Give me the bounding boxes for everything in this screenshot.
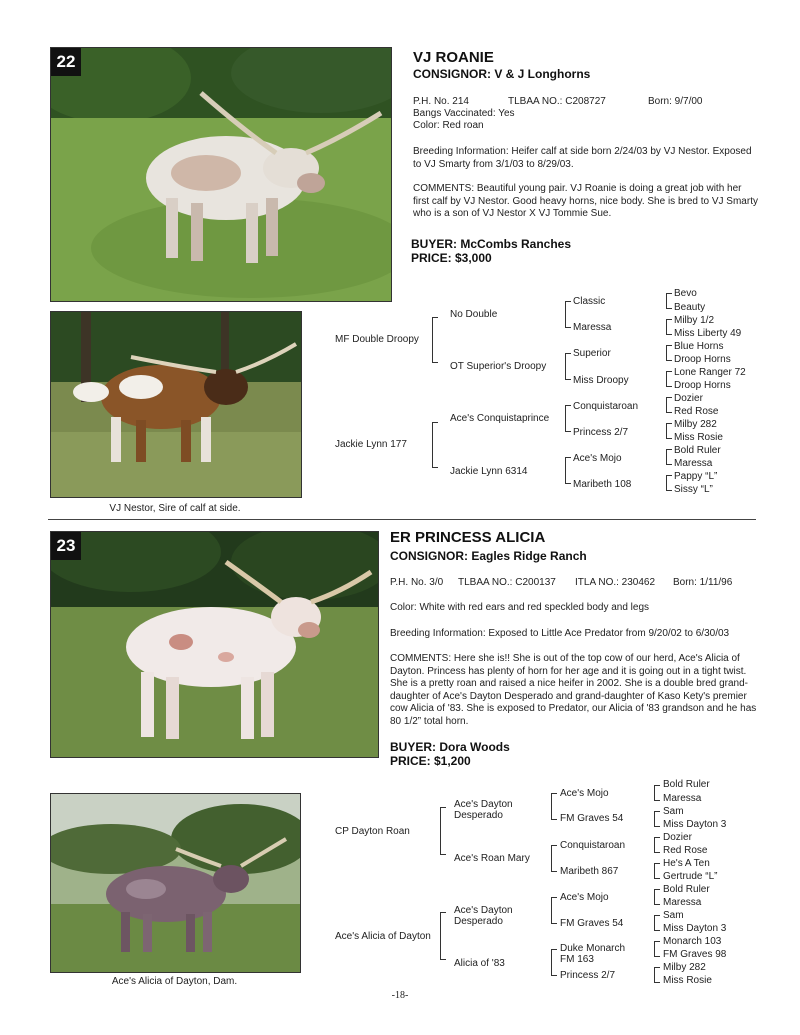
pedigree-dam: Jackie Lynn 177	[335, 439, 407, 450]
pedigree-gen4: Dozier	[674, 393, 703, 404]
lot-23-tlbaa-no: TLBAA NO.: C200137	[458, 577, 556, 588]
pedigree-gen2: Ace's Conquistaprince	[450, 413, 550, 424]
pedigree-gen3: Duke Monarch FM 163	[560, 943, 626, 965]
lot-23-photo-caption: Ace's Alicia of Dayton, Dam.	[111, 976, 238, 987]
lot-22-sire-photo	[50, 311, 302, 498]
pedigree-gen4: Miss Liberty 49	[674, 328, 742, 339]
pedigree-gen2: Ace's Roan Mary	[454, 853, 530, 864]
pedigree-gen3: Ace's Mojo	[560, 788, 609, 799]
lot-number-badge: 22	[51, 48, 81, 76]
lot-22-main-photo	[50, 47, 392, 302]
pedigree-gen4: Maressa	[674, 458, 713, 469]
lot-23-price: PRICE: $1,200	[390, 754, 471, 768]
pedigree-gen4: Dozier	[663, 832, 692, 843]
pedigree-gen4: Miss Dayton 3	[663, 819, 727, 830]
pedigree-gen2: No Double	[450, 309, 498, 320]
pedigree-gen3: Ace's Mojo	[573, 453, 622, 464]
pedigree-gen4: Maressa	[663, 793, 702, 804]
pedigree-gen4: Bevo	[674, 288, 697, 299]
lot-23-buyer: BUYER: Dora Woods	[390, 740, 510, 754]
pedigree-gen4: Maressa	[663, 897, 702, 908]
pedigree-gen4: Sam	[663, 806, 684, 817]
lot-22-bangs: Bangs Vaccinated: Yes	[413, 108, 515, 119]
lot-23-ph-no: P.H. No. 3/0	[390, 577, 444, 588]
pedigree-gen3: Ace's Mojo	[560, 892, 609, 903]
lot-22-born: Born: 9/7/00	[648, 96, 703, 107]
pedigree-gen4: Pappy “L”	[674, 471, 718, 482]
pedigree-sire: MF Double Droopy	[335, 334, 419, 345]
pedigree-gen4: Bold Ruler	[674, 445, 721, 456]
lot-22-consignor: CONSIGNOR: V & J Longhorns	[413, 67, 591, 81]
lot-23-comments: COMMENTS: Here she is!! She is out of the top cow of our herd, Ace's Alicia of Dayton. Princess has plenty of horn for her age and it is going out in a tight twist. She is a pretty roan and raised a nice heifer in 2002. She is a double bred grand-daughter of Ace's Dayton Desperado and grand-daughter of Kaso Kety's premier cow Alicia of '83. She is exposed to Predator, our Alicia of '83 grandson and he has 80 1/2” total horn.	[390, 653, 757, 727]
pedigree-sire: CP Dayton Roan	[335, 826, 410, 837]
pedigree-gen4: Miss Dayton 3	[663, 923, 727, 934]
pedigree-gen2: Alicia of '83	[454, 958, 505, 969]
lot-23-color: Color: White with red ears and red speckled body and legs	[390, 602, 650, 613]
pedigree-gen4: Milby 282	[663, 962, 706, 973]
pedigree-gen4: Droop Horns	[674, 354, 731, 365]
pedigree-gen4: Lone Ranger 72	[674, 367, 746, 378]
lot-23-name: ER PRINCESS ALICIA	[390, 529, 546, 546]
pedigree-gen3: Maressa	[573, 322, 612, 333]
pedigree-gen3: Maribeth 108	[573, 479, 632, 490]
lot-22-ph-no: P.H. No. 214	[413, 96, 469, 107]
pedigree-gen3: Classic	[573, 296, 606, 307]
lot-22-name: VJ ROANIE	[413, 49, 494, 66]
pedigree-dam: Ace's Alicia of Dayton	[335, 931, 431, 942]
pedigree-gen3: Conquistaroan	[573, 401, 639, 412]
lot-22-photo-caption: VJ Nestor, Sire of calf at side.	[109, 503, 241, 514]
pedigree-gen4: Red Rose	[663, 845, 708, 856]
pedigree-gen4: Bold Ruler	[663, 779, 710, 790]
lot-23-dam-photo	[50, 793, 301, 973]
lot-23-itla-no: ITLA NO.: 230462	[575, 577, 656, 588]
pedigree-gen4: He's A Ten	[663, 858, 710, 869]
pedigree-gen3: Princess 2/7	[573, 427, 629, 438]
pedigree-gen4: Red Rose	[674, 406, 719, 417]
pedigree-gen4: Sissy “L”	[674, 484, 713, 495]
lot-22-buyer: BUYER: McCombs Ranches	[411, 237, 572, 251]
lot-22-breeding: Breeding Information: Heifer calf at side born 2/24/03 by VJ Nestor. Exposed to VJ Smarty from 3/1/03 to 8/29/03.	[413, 146, 752, 170]
pedigree-gen2: Ace's Dayton Desperado	[454, 799, 513, 821]
pedigree-gen4: Miss Rosie	[663, 975, 712, 986]
pedigree-gen3: FM Graves 54	[560, 918, 624, 929]
lot-23-main-photo	[50, 531, 379, 758]
pedigree-gen4: Blue Horns	[674, 341, 724, 352]
longhorn-cow-photo	[51, 48, 391, 301]
pedigree-gen2: Ace's Dayton Desperado	[454, 905, 513, 927]
longhorn-cow-photo	[51, 532, 378, 757]
pedigree-gen3: Princess 2/7	[560, 970, 616, 981]
pedigree-gen3: FM Graves 54	[560, 813, 624, 824]
pedigree-gen4: Beauty	[674, 302, 706, 313]
pedigree-gen2: Jackie Lynn 6314	[450, 466, 528, 477]
lot-22-tlbaa-no: TLBAA NO.: C208727	[508, 96, 606, 107]
lot-number-badge: 23	[51, 532, 81, 560]
pedigree-gen2: OT Superior's Droopy	[450, 361, 547, 372]
lot-22-comments: COMMENTS: Beautiful young pair. VJ Roanie is doing a great job with her first calf by VJ Nestor. Good heavy horns, nice body. She is bred to VJ Smarty who is a son of VJ Nestor X VJ Tommie Sue.	[413, 183, 758, 219]
lot-23-breeding: Breeding Information: Exposed to Little Ace Predator from 9/20/02 to 6/30/03	[390, 628, 730, 639]
pedigree-gen4: Monarch 103	[663, 936, 722, 947]
pedigree-gen3: Conquistaroan	[560, 840, 626, 851]
lot-23-born: Born: 1/11/96	[673, 577, 733, 588]
lot-23-consignor: CONSIGNOR: Eagles Ridge Ranch	[390, 549, 587, 563]
pedigree-gen4: Droop Horns	[674, 380, 731, 391]
pedigree-gen4: Milby 1/2	[674, 315, 715, 326]
pedigree-gen4: Miss Rosie	[674, 432, 723, 443]
page-number: -18-	[391, 990, 409, 1001]
lot-22-price: PRICE: $3,000	[411, 251, 492, 265]
pedigree-gen3: Superior	[573, 348, 611, 359]
pedigree-gen4: Gertrude “L”	[663, 871, 718, 882]
pedigree-gen4: Bold Ruler	[663, 884, 710, 895]
pedigree-gen3: Maribeth 867	[560, 866, 619, 877]
longhorn-bull-photo	[51, 312, 301, 497]
section-divider	[48, 519, 756, 520]
pedigree-gen4: Milby 282	[674, 419, 717, 430]
pedigree-gen4: Sam	[663, 910, 684, 921]
pedigree-gen3: Miss Droopy	[573, 375, 629, 386]
lot-22-color: Color: Red roan	[413, 120, 484, 131]
longhorn-cow-photo	[51, 794, 300, 972]
pedigree-gen4: FM Graves 98	[663, 949, 727, 960]
